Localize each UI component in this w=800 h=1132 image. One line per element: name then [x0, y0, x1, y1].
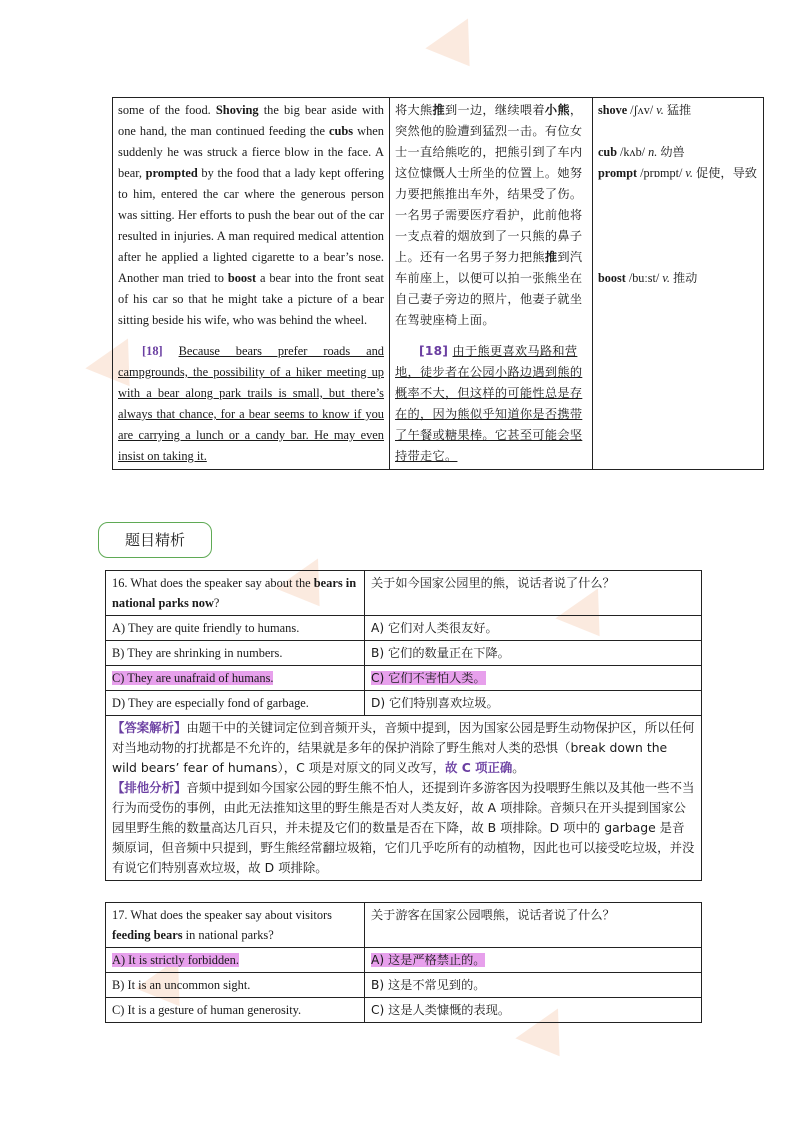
- vocab-item: boost /buːst/ v. 推动: [598, 271, 698, 285]
- option-c-cn-correct: C) 它们不害怕人类。: [365, 666, 702, 691]
- question-stem-cn: 关于游客在国家公园喂熊，说话者说了什么？: [365, 903, 702, 948]
- paragraph-tag: [18]: [419, 344, 449, 358]
- option-a: A) They are quite friendly to humans.: [106, 616, 365, 641]
- vocab-highlight: prompted: [145, 166, 198, 180]
- watermark-logo: [421, 7, 499, 83]
- option-b-cn: B) 这是不常见到的。: [365, 973, 702, 998]
- section-title: 题目精析: [98, 522, 212, 558]
- vocab-highlight: 小熊: [544, 103, 570, 117]
- question-stem-cn: 关于如今国家公园里的熊，说话者说了什么？: [365, 571, 702, 616]
- option-a-correct: A) It is strictly forbidden.: [106, 948, 365, 973]
- vocab-item: shove /ʃʌv/ v. 猛推: [598, 103, 692, 117]
- text-run: 到汽车前座上，以便可以拍一张熊坐在自己妻子旁边的照片，他妻子就坐在驾驶座椅上面。: [395, 250, 583, 327]
- option-c: C) It is a gesture of human generosity.: [106, 998, 365, 1023]
- text-run: a bear into the front seat of his car so that he might take a picture of a bear sitting beside his wife, who was behind the wheel.: [118, 271, 384, 327]
- vocab-highlight: boost: [227, 271, 257, 285]
- option-a-cn: A) 它们对人类很友好。: [365, 616, 702, 641]
- vocab-highlight: cubs: [329, 124, 354, 138]
- text-run: by the food that a lady kept offering to him, entered the car where the generous person was sitting. Her efforts to push the bear out of the car resulted in injuries. A man required medical attention after he applied a lighted cigarette to a bear’s nose. Another man tried to: [118, 166, 384, 285]
- passage-table: [112, 97, 764, 470]
- option-c-cn: C) 这是人类慷慨的表现。: [365, 998, 702, 1023]
- question-17-table: [105, 902, 702, 1023]
- text-run: 将大熊: [395, 103, 433, 117]
- vocabulary-column: [593, 98, 764, 470]
- option-d-cn: D) 它们特别喜欢垃圾。: [365, 691, 702, 716]
- vocab-highlight: Shoving: [215, 103, 259, 117]
- vocab-highlight: 推: [544, 250, 558, 264]
- text-run: ，突然他的脸遭到猛烈一击。有位女士一直给熊吃的，把熊引到了车内这位慷慨人士所坐的位置上。她努力要把熊推出车外，结果受了伤。一名男子需要医疗看护，此前他将一支点着的烟放到了一只熊的鼻子上。还有一名男子努力把熊: [395, 103, 583, 264]
- text-run: some of the food.: [118, 103, 216, 117]
- question-stem: 17. What does the speaker say about visitors feeding bears in national parks?: [106, 903, 365, 948]
- paragraph-tag: [18]: [142, 344, 163, 358]
- option-d: D) They are especially fond of garbage.: [106, 691, 365, 716]
- text-run: when suddenly he was struck a fierce blow in the face. A bear,: [118, 124, 384, 180]
- option-b: B) It is an uncommon sight.: [106, 973, 365, 998]
- question-16-table: [105, 570, 702, 881]
- vocab-item: prompt /prɒmpt/ v. 促使，导致: [598, 166, 757, 180]
- chinese-paragraph-2: [18] 由于熊更喜欢马路和营地，徒步者在公园小路边遇到熊的概率不大，但这样的可能性总是存在的，因为熊似乎知道你是否携带了午餐或糖果棒。它甚至可能会坚持带走它。: [395, 344, 583, 463]
- option-a-cn-correct: A) 这是严格禁止的。: [365, 948, 702, 973]
- passage-chinese: [390, 98, 593, 470]
- option-b: B) They are shrinking in numbers.: [106, 641, 365, 666]
- vocab-item: cub /kʌb/ n. 幼兽: [598, 145, 685, 159]
- passage-english: [113, 98, 390, 470]
- option-b-cn: B) 它们的数量正在下降。: [365, 641, 702, 666]
- text-run: the big bear aside with one hand, the man continued feeding the: [118, 103, 384, 138]
- vocab-highlight: 推: [432, 103, 445, 117]
- question-stem: 16. What does the speaker say about the bears in national parks now?: [106, 571, 365, 616]
- text-run: 到一边，继续喂着: [444, 103, 545, 117]
- explanation: 【答案解析】由题干中的关键词定位到音频开头，音频中提到，因为国家公园是野生动物保护区，所以任何对当地动物的打扰都是不允许的，结果就是多年的保护消除了野生熊对人类的恐惧（break down the wild bears’ fear of humans），C 项是对原文的同义改写，故 C 项正确。 【排他分析】音频中提到如今国家公园的野生熊不怕人，还提到许多游客因为投喂野生熊以及其他一些不当行为而受伤的事例，由此无法推知这里的野生熊是否对人类友好，故 A 项排除。音频只在开头提到国家公园里野生熊的数量高达几百只，并未提及它们的数量是否在下降，故 B 项排除。D 项中的 garbage 是音频原词，但音频中只提到，野生熊经常翻垃圾箱，它们几乎吃所有的动植物，因此也可以接受吃垃圾，并没有说它们特别喜欢垃圾，故 D 项排除。: [106, 716, 702, 881]
- chinese-paragraph-1: [395, 103, 582, 327]
- option-c-correct: C) They are unafraid of humans.: [106, 666, 365, 691]
- english-paragraph-2: [18] Because bears prefer roads and campgrounds, the possibility of a hiker meeting up with a bear along park trails is small, but there’s always that chance, for a bear seems to know if you are carrying a lunch or a candy bar. He may even insist on taking it.: [118, 344, 384, 463]
- english-paragraph-1: [118, 103, 384, 327]
